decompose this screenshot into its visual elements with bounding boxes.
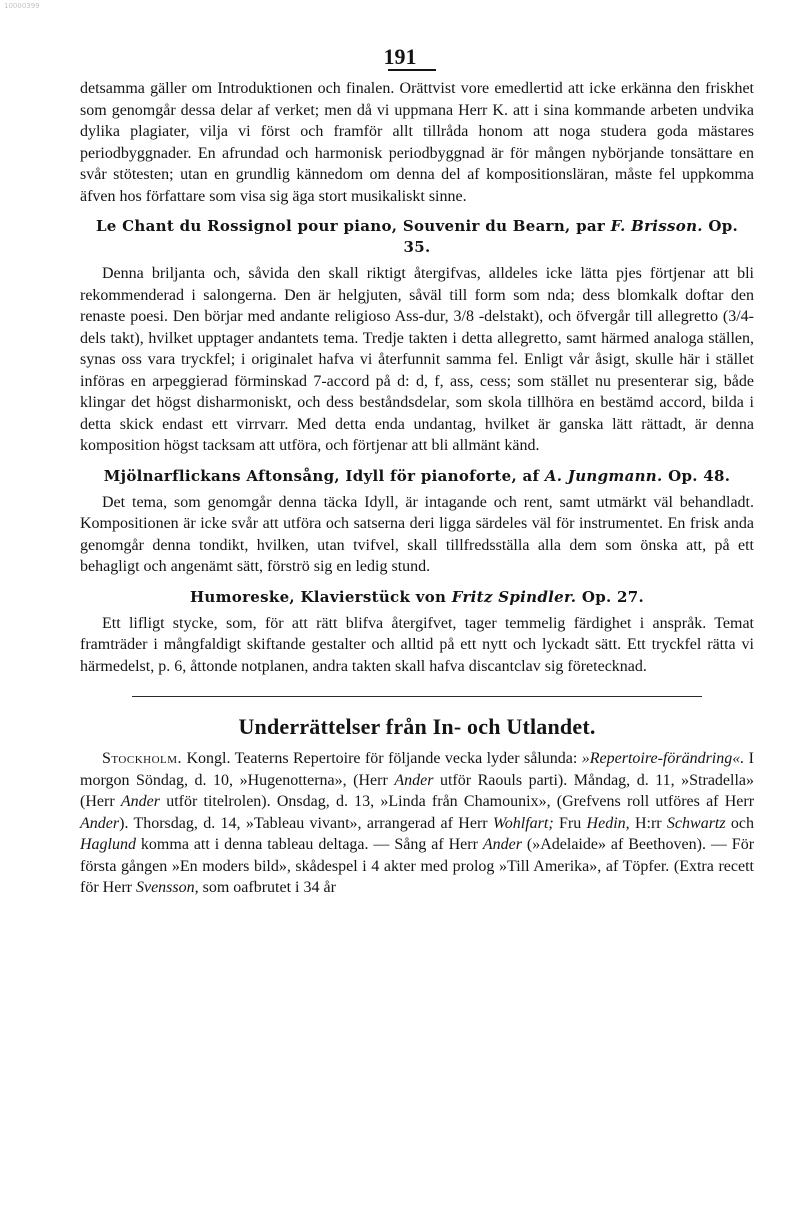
news-text: ). Thorsdag, d. 14, »Tableau vivant», arrangerad af Herr <box>119 814 488 832</box>
review-heading-1 <box>80 216 754 258</box>
news-italic: Hedin, <box>586 814 630 832</box>
news-italic: Wohlfart; <box>492 814 554 832</box>
news-text: H:rr <box>634 814 662 832</box>
review-heading-author: Fritz Spindler. <box>451 587 577 606</box>
review-heading-author: F. Brisson. <box>610 217 703 235</box>
news-italic: Ander <box>394 771 434 789</box>
news-text: I morgon Söndag, d. 10, »Hugenotterna», (Herr <box>80 750 754 789</box>
news-italic: »Repertoire-förändring«. <box>581 750 745 767</box>
news-italic: Ander <box>120 793 160 810</box>
review-heading-opus: Op. 27. <box>581 587 645 606</box>
news-italic: Haglund <box>80 836 136 853</box>
news-text: Fru <box>558 814 582 832</box>
review-heading-opus: Op. 48. <box>668 466 731 485</box>
news-text: Kongl. Teaterns Repertoire för följande vecka lyder sålunda: <box>186 750 578 767</box>
news-text: som oafbrutet i 34 år <box>202 879 336 896</box>
review-heading-opus: Op. 35. <box>403 217 739 256</box>
page-content <box>80 78 754 899</box>
review-paragraph-2: Det tema, som genomgår denna täcka Idyll, är intagande och rent, samt utmärkt väl behandladt. Kompositionen är icke svår att utföra och satserna deri ligga särdeles väl för instrumentet. En frisk anda genomgår denna tondikt, hvilken, utan tvifvel, skall tillfredsställa alla dem som önska att, på ett behagligt och angenämt sätt, förströ sig en ledig stund. <box>80 493 754 575</box>
news-heading: Underrättelser från In- och Utlandet. <box>238 714 596 739</box>
corner-mark: 10000399 <box>4 2 40 10</box>
news-italic: Ander <box>482 836 522 853</box>
news-place: Stockholm. <box>102 750 183 767</box>
review-heading-title: Humoreske, Klavierstück von <box>189 587 447 606</box>
section-divider <box>132 696 702 697</box>
page-number-underline <box>388 69 436 71</box>
news-italic: Ander <box>80 814 120 832</box>
news-text: och <box>730 814 755 832</box>
review-heading-3 <box>80 587 754 608</box>
news-paragraph <box>80 748 754 899</box>
news-text: komma att i denna tableau deltaga. — Sång af Herr <box>140 836 478 853</box>
news-italic: Svensson, <box>135 879 199 896</box>
review-heading-2 <box>80 466 754 487</box>
news-text: utför Raouls parti). Måndag, d. 11, »Stradella» (Herr <box>80 771 755 810</box>
review-paragraph-1: Denna briljanta och, såvida den skall riktigt återgifvas, alldeles icke lätta pjes förtjenar att bli rekommenderad i salongerna. Den är helgjuten, såväl till form som nda; dess blomkalk doftar den renaste poesi. Den börjar med andante religioso Ass-dur, 3/8 -delstakt), och öfvergår till allegretto (3/4-dels takt), hvilket upptager andantets tema. Tredje takten i detta allegretto, samt härmed analoga ställen, synas oss vara tryckfel; i originalet hafva vi återfunnit samma fel. Enligt vår åsigt, skulle här i stället införas en arpeggierad förminskad 7-accord på d: d, f, ass, cess; som stället nu presenterar sig, både klingar det högst disharmoniskt, och dess beståndsdelar, som skola tillhöra en bestämd accord, bilda i detta skick endast ett virrvarr. Med detta enda undantag, hvilket är ganska lätt rättadt, är denna komposition högst tacksam att utföra, och förtjenar att bli allmänt känd. <box>80 265 754 454</box>
review-heading-author: A. Jungmann. <box>544 466 663 485</box>
news-italic: Schwartz <box>666 814 726 832</box>
news-text: (»Adelaide» af Beethoven). — För första gången »En moders bild», skådespel i 4 akter med prolog »Till Amerika», af Töpfer. (Extra recett för Herr <box>80 836 755 896</box>
review-paragraph-3: Ett lifligt stycke, som, för att rätt blifva återgifvet, tager temmelig färdighet i anspråk. Temat framträder i mångfaldigt skiftande gestalter och alltid på ett nytt och lyckadt sätt. Ett tryckfel rätta vi härmedelst, p. 6, åttonde notplanen, andra takten skall hafva discantclav sig företecknad. <box>80 614 754 675</box>
review-heading-title: Mjölnarflickans Aftonsång, Idyll för pianoforte, af <box>103 466 540 485</box>
intro-paragraph: detsamma gäller om Introduktionen och finalen. Orättvist vore emedlertid att icke erkänna den friskhet som genomgår dessa delar af verket; men då vi uppmana Herr K. att i sina kommande arbeten undvika dylika plagiater, vilja vi först och framför allt tillråda honom att noga studera goda mästares periodbyggnader. En afrundad och harmonisk periodbyggnad är för mången nybörjande tonsättare en svår stötesten; utan en grundlig kännedom om denna del af kompositionsläran, måste fel uppkomma äfven hos författare som visa sig äga stort musikaliskt sinne. <box>80 80 754 205</box>
page-number: 191 <box>383 44 417 69</box>
news-text: utför titelrolen). Onsdag, d. 13, »Linda från Chamounix», (Grefvens roll utföres af Herr <box>166 793 755 810</box>
review-heading-title: Le Chant du Rossignol pour piano, Souvenir du Bearn, par <box>95 217 606 235</box>
